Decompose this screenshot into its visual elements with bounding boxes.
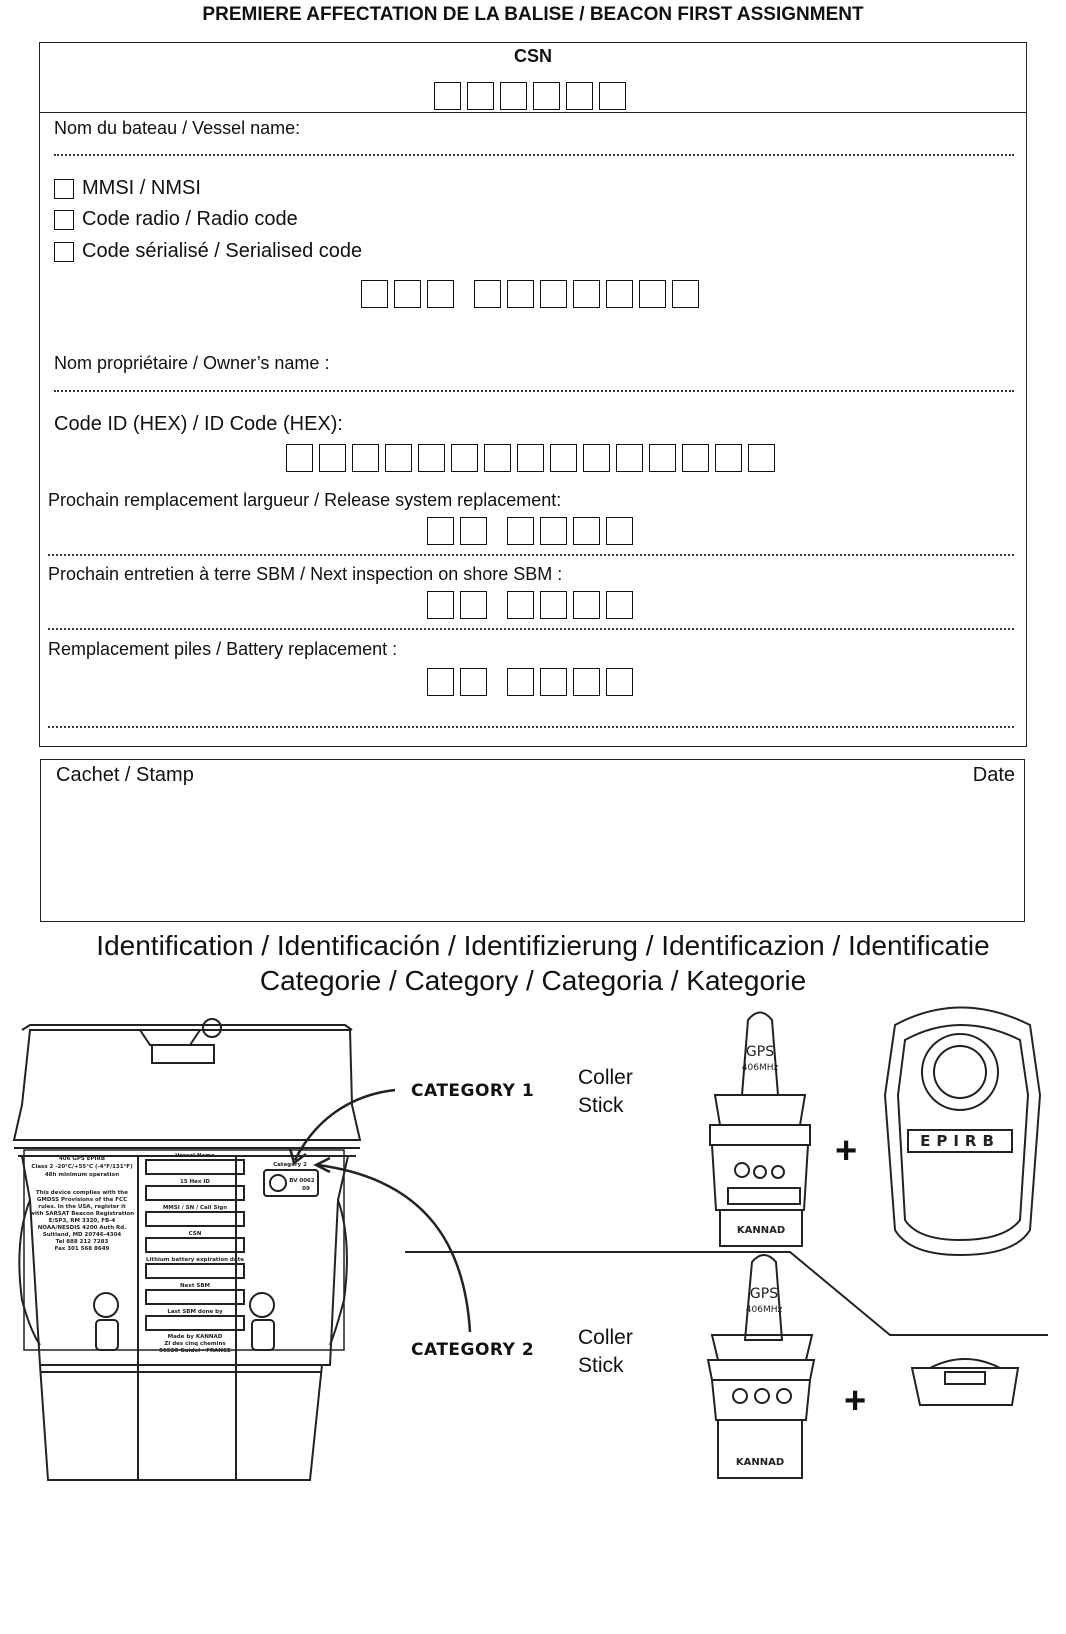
- plate-category: Category 2: [273, 1162, 307, 1168]
- brand-label: KANNAD: [735, 1457, 785, 1468]
- bracket-top: [14, 1030, 360, 1140]
- inspection-date-boxes: [39, 591, 1027, 619]
- hex-digit[interactable]: [319, 444, 346, 472]
- plate-made-by: 56520 Guidel - FRANCE: [159, 1348, 231, 1354]
- year-digit[interactable]: [573, 668, 600, 696]
- plate-field: 15 Hex ID: [180, 1179, 210, 1185]
- hex-digit[interactable]: [385, 444, 412, 472]
- month-digit[interactable]: [427, 591, 454, 619]
- year-digit[interactable]: [606, 668, 633, 696]
- identification-illustration: [0, 1000, 1066, 1520]
- plate-hours: 48h minimum operation: [44, 1172, 120, 1178]
- plate-approval: BV 0062: [289, 1178, 315, 1184]
- code-digit[interactable]: [639, 280, 666, 308]
- plate-field: CSN: [188, 1231, 202, 1237]
- category-1-stick: Stick: [578, 1094, 624, 1117]
- year-digit[interactable]: [540, 591, 567, 619]
- mount-bracket: [912, 1359, 1018, 1405]
- plate-field: MMSI / SN / Call Sign: [162, 1205, 228, 1211]
- csn-digit[interactable]: [434, 82, 461, 110]
- option-mmsi[interactable]: [54, 177, 201, 200]
- csn-label: CSN: [513, 46, 552, 66]
- hex-digit[interactable]: [451, 444, 478, 472]
- category-2-stick: Stick: [578, 1354, 624, 1377]
- id-code-label: Code ID (HEX) / ID Code (HEX):: [54, 413, 343, 435]
- year-digit[interactable]: [540, 668, 567, 696]
- category-1-coller: Coller: [578, 1066, 633, 1089]
- year-digit[interactable]: [573, 591, 600, 619]
- code-digit[interactable]: [672, 280, 699, 308]
- category-2-label: CATEGORY 2: [411, 1340, 535, 1360]
- category-divider: [405, 1252, 1048, 1335]
- plate-approval-year: 09: [302, 1186, 310, 1192]
- option-serialised-code[interactable]: [54, 240, 362, 263]
- csn-digit[interactable]: [599, 82, 626, 110]
- csn-boxes: [39, 82, 1027, 110]
- hex-digit[interactable]: [352, 444, 379, 472]
- plate-compliance: NOAA/NESDIS 4200 Auth Rd.: [37, 1225, 127, 1231]
- plate-made-by: ZI des cinq chemins: [164, 1341, 226, 1347]
- hex-digit[interactable]: [583, 444, 610, 472]
- code-digit[interactable]: [361, 280, 388, 308]
- code-digit[interactable]: [474, 280, 501, 308]
- id-code-boxes: [39, 444, 1027, 472]
- serialised-code-label: Code sérialisé / Serialised code: [82, 240, 363, 262]
- code-digit[interactable]: [573, 280, 600, 308]
- plus-icon: +: [835, 1130, 858, 1172]
- csn-digit[interactable]: [467, 82, 494, 110]
- year-digit[interactable]: [507, 668, 534, 696]
- plate-field: Next SBM: [179, 1283, 211, 1289]
- code-digit[interactable]: [606, 280, 633, 308]
- gps-label: GPS: [749, 1286, 779, 1302]
- year-digit[interactable]: [606, 591, 633, 619]
- year-digit[interactable]: [507, 591, 534, 619]
- hex-digit[interactable]: [550, 444, 577, 472]
- month-digit[interactable]: [427, 517, 454, 545]
- inspection-label: Prochain entretien à terre SBM / Next inspection on shore SBM :: [48, 564, 563, 584]
- plate-title: 406 GPS EPIRB: [58, 1156, 106, 1162]
- option-radio-code[interactable]: [54, 208, 298, 231]
- freq-label: 406MHz: [745, 1305, 783, 1315]
- plate-made-by: Made by KANNAD: [167, 1334, 223, 1340]
- vessel-name-label: Nom du bateau / Vessel name:: [54, 118, 301, 138]
- freq-label: 406MHz: [741, 1063, 779, 1073]
- plate-class: Class 2 -20°C/+55°C (-4°F/131°F): [31, 1164, 133, 1170]
- plate-compliance: Suitland, MD 20746-4304: [42, 1232, 122, 1238]
- hex-digit[interactable]: [286, 444, 313, 472]
- hex-digit[interactable]: [616, 444, 643, 472]
- plate-compliance: with SARSAT Beacon Registration: [29, 1211, 135, 1217]
- plate-compliance: E/SP3, RM 3320, FB-4: [48, 1218, 116, 1224]
- hex-digit[interactable]: [748, 444, 775, 472]
- year-digit[interactable]: [507, 517, 534, 545]
- csn-digit[interactable]: [500, 82, 527, 110]
- battery-divider: [48, 726, 1014, 728]
- year-digit[interactable]: [606, 517, 633, 545]
- brand-label: KANNAD: [736, 1225, 786, 1236]
- month-digit[interactable]: [460, 668, 487, 696]
- plate-compliance: Tel 888 212 7283: [55, 1239, 109, 1245]
- hex-digit[interactable]: [517, 444, 544, 472]
- plus-icon: +: [844, 1380, 867, 1422]
- year-digit[interactable]: [573, 517, 600, 545]
- code-boxes: [39, 280, 1027, 308]
- month-digit[interactable]: [460, 591, 487, 619]
- release-label: Prochain remplacement largueur / Release system replacement:: [48, 490, 562, 510]
- year-digit[interactable]: [540, 517, 567, 545]
- release-divider: [48, 554, 1014, 556]
- plate-compliance: GMDSS Provisions of the FCC: [36, 1197, 128, 1203]
- hex-digit[interactable]: [484, 444, 511, 472]
- csn-digit[interactable]: [566, 82, 593, 110]
- plate-field: Lithium battery expiration date: [146, 1257, 244, 1263]
- battery-label: Remplacement piles / Battery replacement :: [48, 639, 398, 659]
- hex-digit[interactable]: [649, 444, 676, 472]
- stamp-label: Cachet / Stamp: [56, 764, 194, 786]
- owner-name-field[interactable]: [54, 390, 1014, 392]
- hex-digit[interactable]: [418, 444, 445, 472]
- code-digit[interactable]: [427, 280, 454, 308]
- plate-compliance: This device complies with the: [36, 1190, 128, 1196]
- month-digit[interactable]: [460, 517, 487, 545]
- radio-code-checkbox[interactable]: [54, 210, 74, 230]
- hex-digit[interactable]: [682, 444, 709, 472]
- battery-date-boxes: [39, 668, 1027, 696]
- csn-digit[interactable]: [533, 82, 560, 110]
- mmsi-checkbox[interactable]: [54, 179, 74, 199]
- release-date-boxes: [39, 517, 1027, 545]
- epirb-label: EPIRB: [920, 1132, 1000, 1150]
- code-digit[interactable]: [540, 280, 567, 308]
- mmsi-label: MMSI / NMSI: [82, 177, 201, 199]
- hex-digit[interactable]: [715, 444, 742, 472]
- vessel-name-field[interactable]: [54, 154, 1014, 156]
- category-heading: Categorie / Category / Categoria / Kategorie: [259, 965, 807, 996]
- owner-name-label: Nom propriétaire / Owner’s name :: [54, 353, 330, 373]
- radio-code-label: Code radio / Radio code: [82, 208, 298, 230]
- month-digit[interactable]: [427, 668, 454, 696]
- category-1-label: CATEGORY 1: [411, 1081, 535, 1101]
- form-title: PREMIERE AFFECTATION DE LA BALISE / BEACON FIRST ASSIGNMENT: [202, 4, 864, 25]
- plate-compliance: Fax 301 568 8649: [54, 1246, 110, 1252]
- plate-field: Last SBM done by: [167, 1309, 223, 1315]
- gps-label: GPS: [745, 1044, 775, 1060]
- divider: [39, 112, 1027, 113]
- date-label: Date: [972, 764, 1015, 786]
- category-2-coller: Coller: [578, 1326, 633, 1349]
- serialised-code-checkbox[interactable]: [54, 242, 74, 262]
- plate-field: Vessel Name: [175, 1153, 215, 1159]
- plate-compliance: rules. In the USA, register it: [38, 1204, 126, 1210]
- inspection-divider: [48, 628, 1014, 630]
- code-digit[interactable]: [394, 280, 421, 308]
- identification-heading: Identification / Identificación / Identifizierung / Identificazion / Identificatie: [96, 930, 990, 961]
- code-digit[interactable]: [507, 280, 534, 308]
